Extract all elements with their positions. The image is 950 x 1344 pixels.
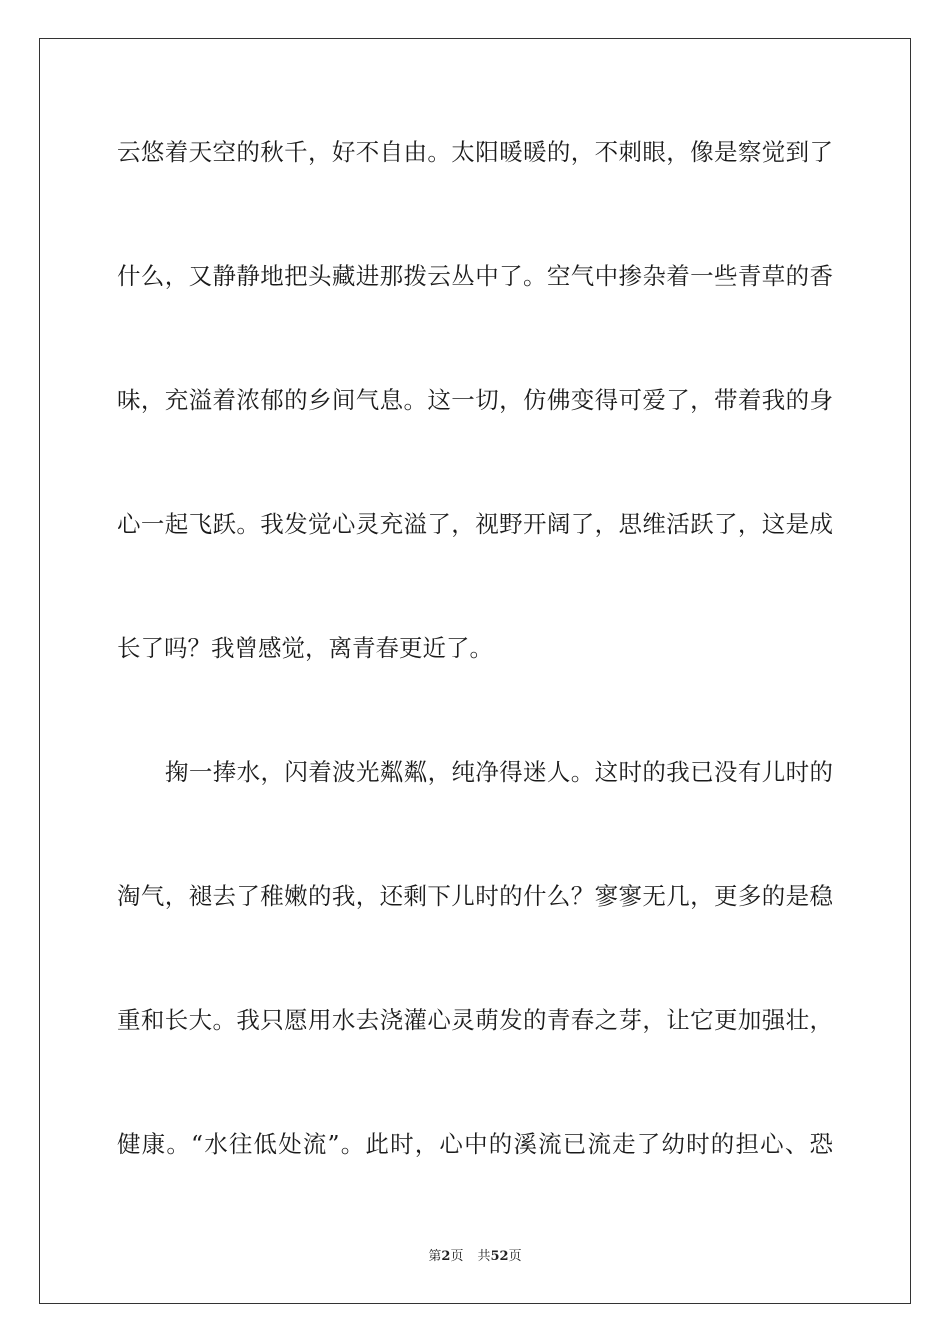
footer-total-pages: 52	[490, 1249, 509, 1264]
page-footer	[0, 1248, 950, 1266]
body-text-line-7: 淘气，褪去了稚嫩的我，还剩下儿时的什么？寥寥无几，更多的是稳	[117, 882, 833, 910]
footer-page-suffix: 页	[450, 1249, 464, 1264]
body-text-line-3: 味，充溢着浓郁的乡间气息。这一切，仿佛变得可爱了，带着我的身	[117, 386, 833, 414]
body-text-line-4: 心一起飞跃。我发觉心灵充溢了，视野开阔了，思维活跃了，这是成	[117, 510, 833, 538]
footer-prefix: 第	[428, 1249, 442, 1264]
page-border	[39, 38, 911, 1304]
footer-current-page: 2	[441, 1249, 451, 1264]
body-text-line-8: 重和长大。我只愿用水去浇灌心灵萌发的青春之芽，让它更加强壮，	[117, 1006, 833, 1034]
footer-total-prefix: 共	[477, 1249, 491, 1264]
body-text-line-6: 掬一捧水，闪着波光粼粼，纯净得迷人。这时的我已没有儿时的	[165, 758, 833, 786]
body-text-line-2: 什么，又静静地把头藏进那拨云丛中了。空气中掺杂着一些青草的香	[117, 262, 833, 290]
footer-total-suffix: 页	[508, 1249, 522, 1264]
body-text-line-9: 健康。“水往低处流”。此时，心中的溪流已流走了幼时的担心、恐	[117, 1130, 833, 1158]
body-text-line-1: 云悠着天空的秋千，好不自由。太阳暖暖的，不刺眼，像是察觉到了	[117, 138, 833, 166]
body-text-line-5: 长了吗？我曾感觉，离青春更近了。	[117, 634, 493, 662]
